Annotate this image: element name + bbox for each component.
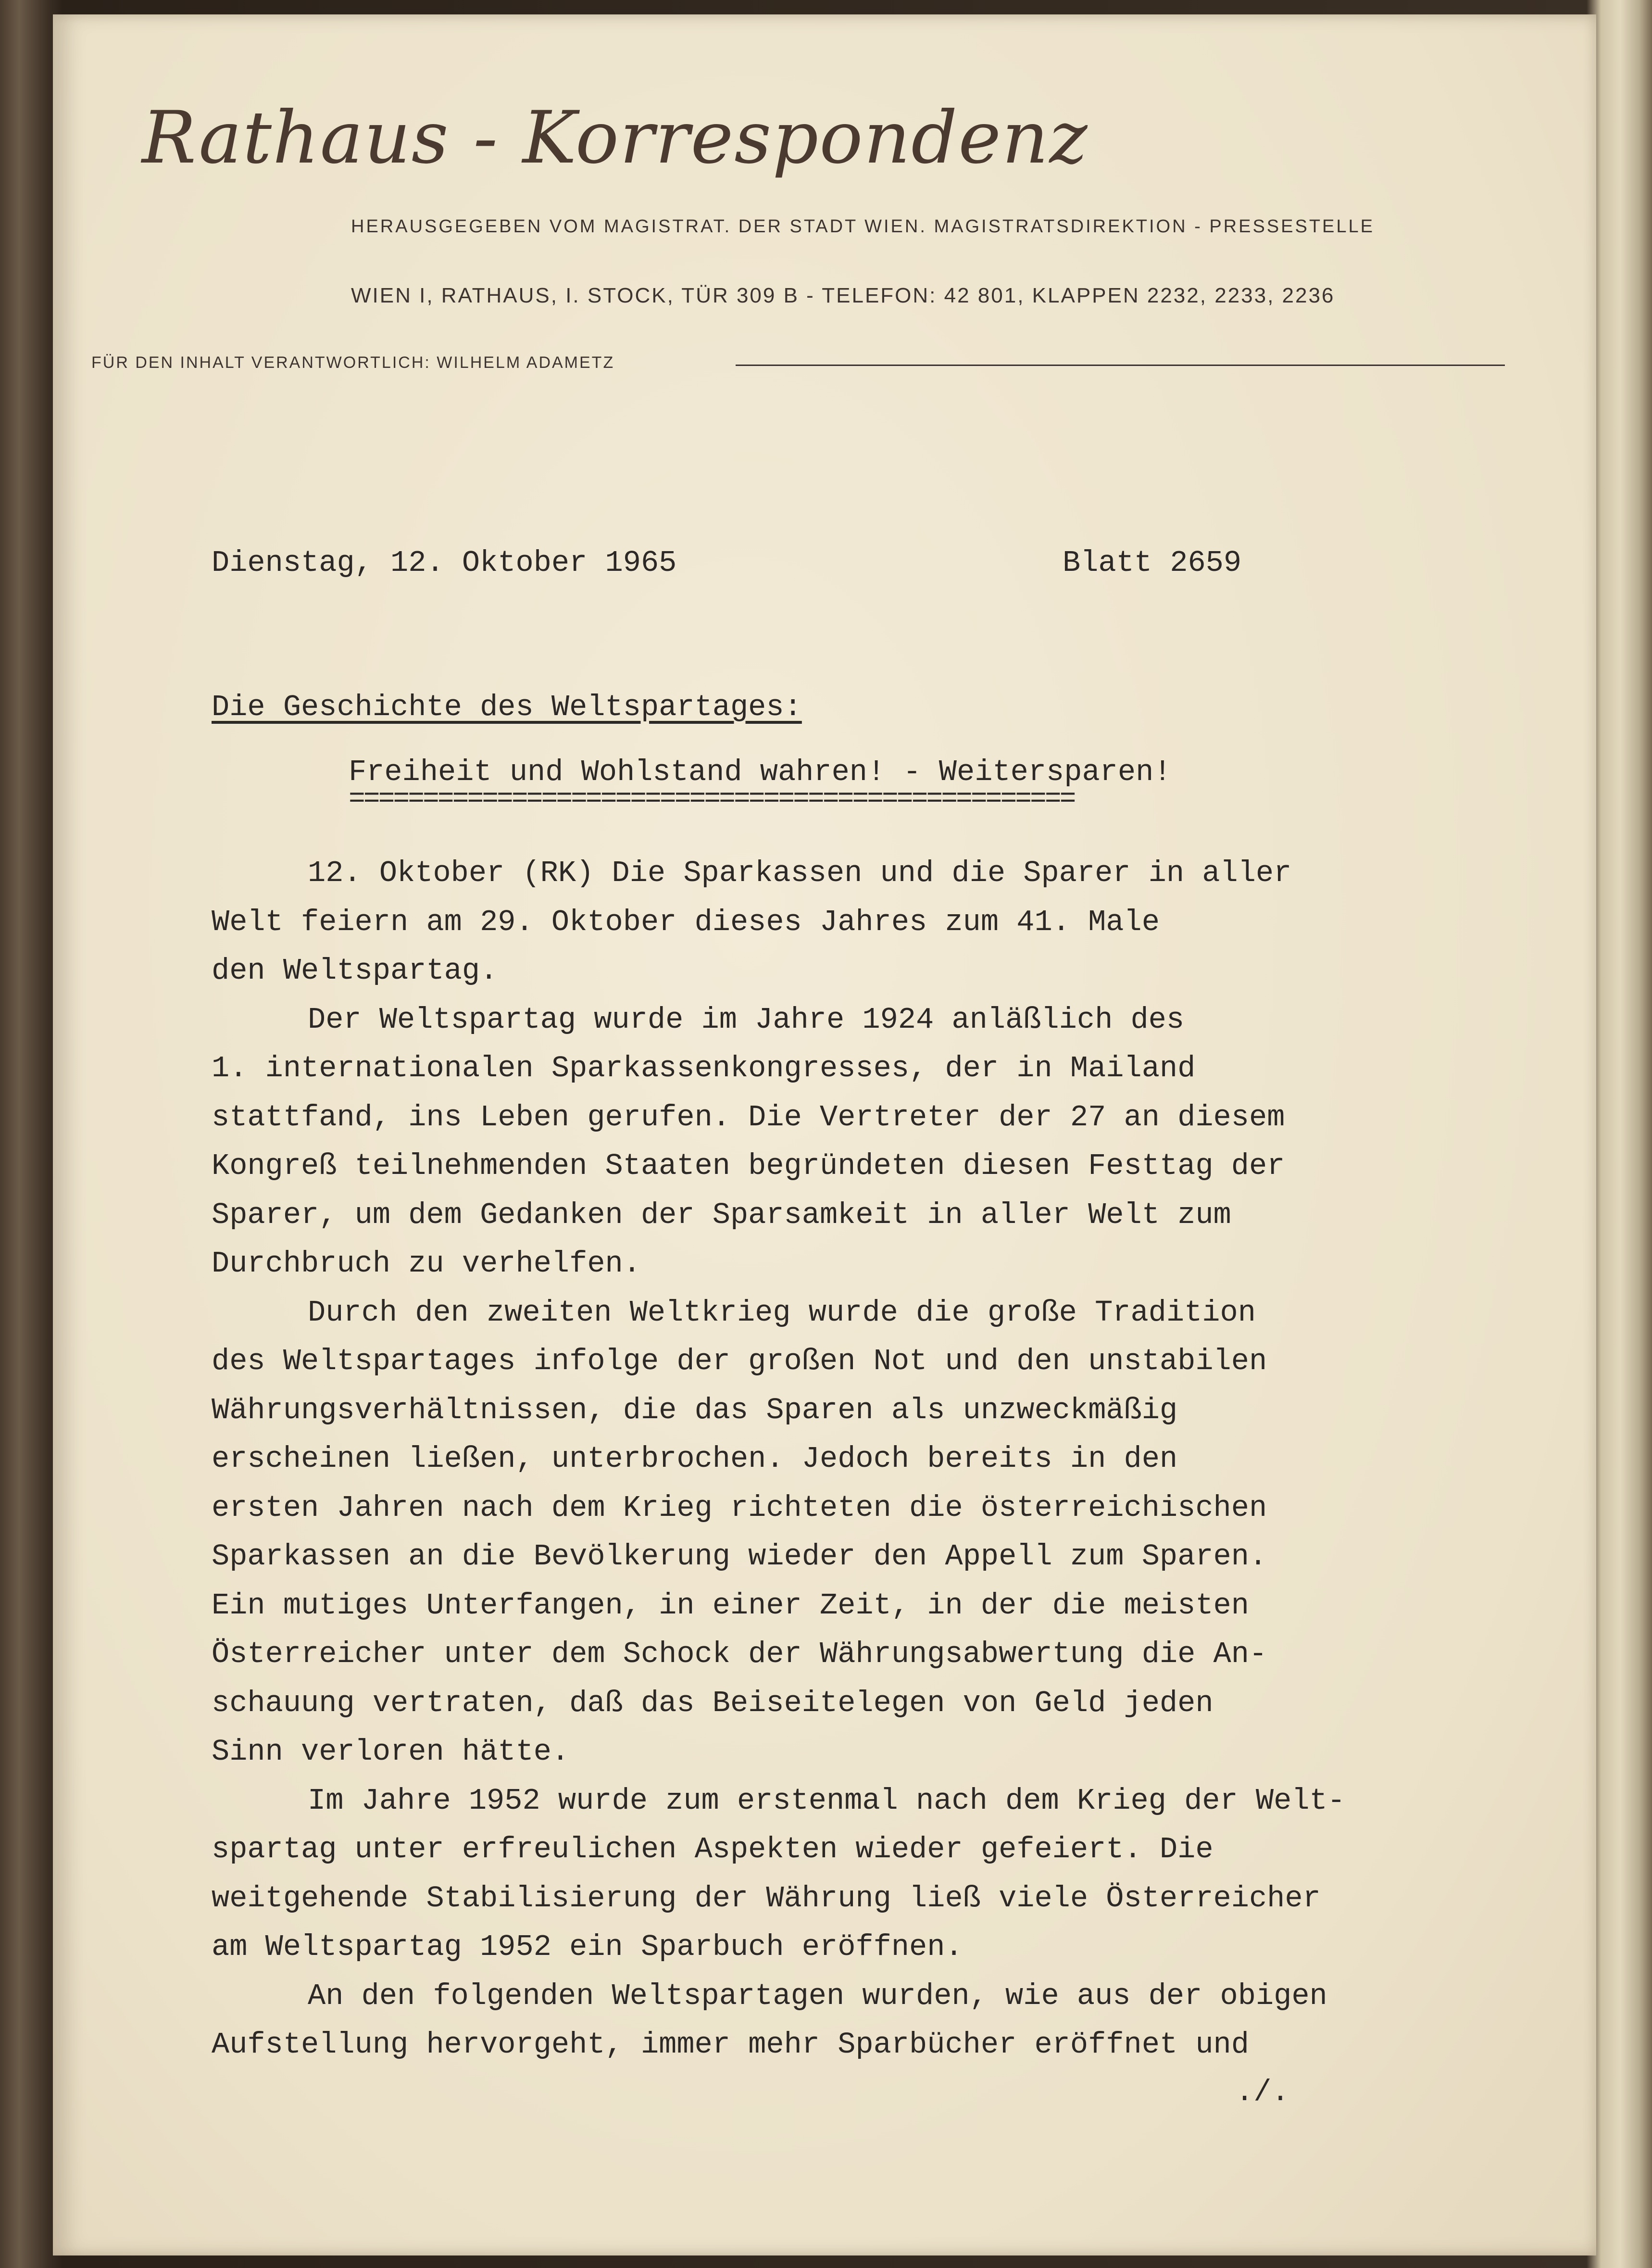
- body-line: Sparkassen an die Bevölkerung wieder den Appell zum Sparen.: [212, 1539, 1267, 1574]
- body-line: am Weltspartag 1952 ein Sparbuch eröffnen.: [212, 1930, 963, 1964]
- responsible-line: FÜR DEN INHALT VERANTWORTLICH: WILHELM ADAMETZ: [91, 353, 615, 372]
- subtitle-underline: =================================================: [349, 784, 1075, 815]
- body-line: Ein mutiges Unterfangen, in einer Zeit, in der die meisten: [212, 1588, 1249, 1623]
- publisher-line: HERAUSGEGEBEN VOM MAGISTRAT. DER STADT WIEN. MAGISTRATSDIREKTION - PRESSESTELLE: [351, 216, 1375, 237]
- body-line: Kongreß teilnehmenden Staaten begründeten diesen Festtag der: [212, 1149, 1285, 1183]
- body-line: weitgehende Stabilisierung der Währung ließ viele Österreicher: [212, 1881, 1321, 1915]
- body-line: Durch den zweiten Weltkrieg wurde die große Tradition: [308, 1295, 1256, 1330]
- body-line: Sinn verloren hätte.: [212, 1735, 570, 1769]
- body-line: Der Weltspartag wurde im Jahre 1924 anläßlich des: [308, 1002, 1185, 1037]
- body-line: schauung vertraten, daß das Beiseitelegen von Geld jeden: [212, 1686, 1214, 1720]
- date-line: Dienstag, 12. Oktober 1965: [212, 546, 677, 580]
- continuation-mark: ./.: [1236, 2075, 1289, 2109]
- header-rule: [736, 365, 1505, 366]
- body-line: 12. Oktober (RK) Die Sparkassen und die Sparer in aller: [308, 856, 1292, 890]
- body-line: ersten Jahren nach dem Krieg richteten die österreichischen: [212, 1490, 1267, 1525]
- article-subtitle: Freiheit und Wohlstand wahren! - Weitersparen!: [349, 755, 1172, 789]
- body-line: Durchbruch zu verhelfen.: [212, 1247, 641, 1281]
- body-line: spartag unter erfreulichen Aspekten wieder gefeiert. Die: [212, 1832, 1214, 1866]
- body-line: An den folgenden Weltspartagen wurden, wie aus der obigen: [308, 1978, 1327, 2013]
- body-line: erscheinen ließen, unterbrochen. Jedoch bereits in den: [212, 1442, 1178, 1476]
- article-title: Die Geschichte des Weltspartages:: [212, 690, 802, 724]
- body-line: Im Jahre 1952 wurde zum erstenmal nach dem Krieg der Welt-: [308, 1783, 1345, 1818]
- body-line: Sparer, um dem Gedanken der Sparsamkeit in aller Welt zum: [212, 1197, 1231, 1232]
- body-line: Welt feiern am 29. Oktober dieses Jahres zum 41. Male: [212, 905, 1160, 939]
- body-line: des Weltspartages infolge der großen Not und den unstabilen: [212, 1344, 1267, 1378]
- body-line: stattfand, ins Leben gerufen. Die Vertreter der 27 an diesem: [212, 1100, 1285, 1134]
- masthead-logo: Rathaus - Korrespondenz: [142, 96, 1089, 180]
- body-line: Österreicher unter dem Schock der Währungsabwertung die An-: [212, 1637, 1267, 1671]
- address-line: WIEN I, RATHAUS, I. STOCK, TÜR 309 B - TELEFON: 42 801, KLAPPEN 2232, 2233, 2236: [351, 284, 1335, 307]
- article-body: [212, 849, 1345, 2069]
- sheet-number: Blatt 2659: [1063, 546, 1242, 580]
- body-line: Aufstellung hervorgeht, immer mehr Sparbücher eröffnet und: [212, 2028, 1249, 2062]
- body-line: Währungsverhältnissen, die das Sparen als unzweckmäßig: [212, 1393, 1178, 1427]
- document-page: [53, 14, 1596, 2255]
- body-line: 1. internationalen Sparkassenkongresses, der in Mailand: [212, 1051, 1196, 1085]
- body-line: den Weltspartag.: [212, 954, 498, 988]
